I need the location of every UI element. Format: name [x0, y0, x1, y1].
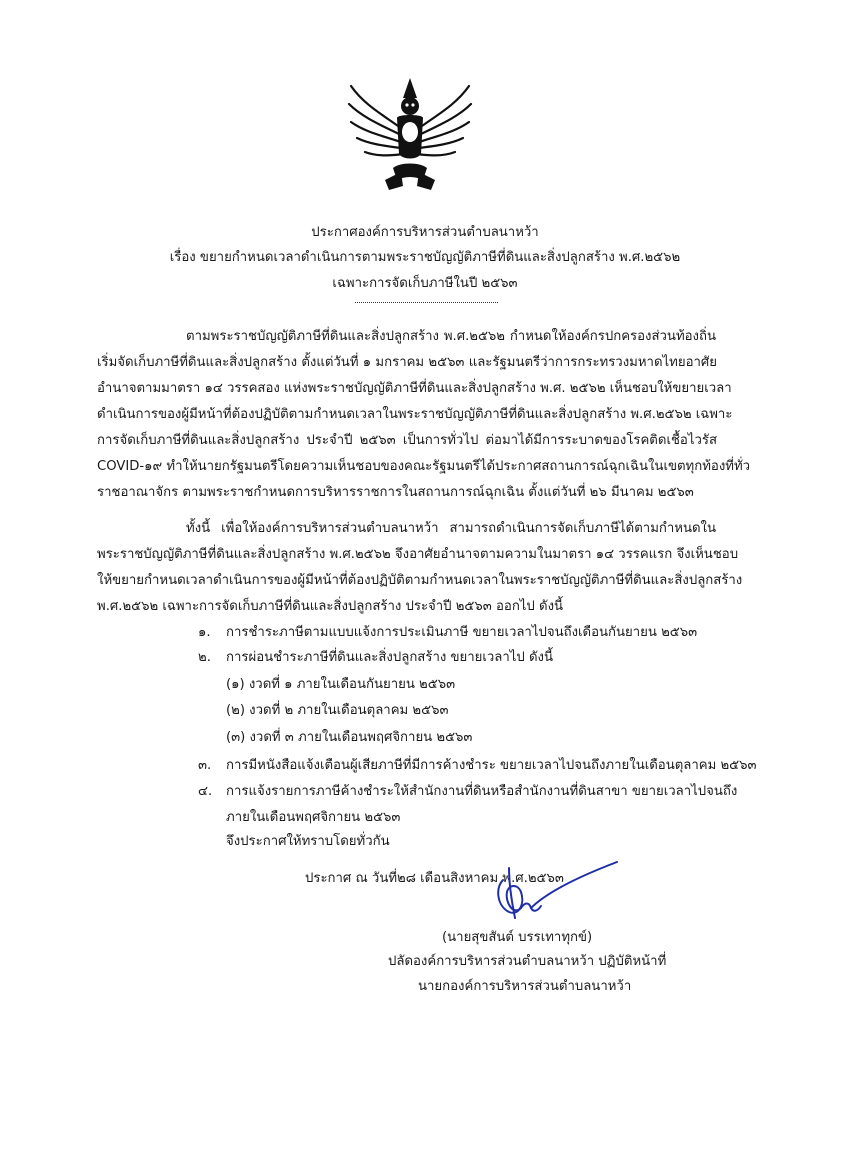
list-item-number: ๓. — [198, 758, 212, 773]
list-item-continuation: ภายในเดือนพฤศจิกายน ๒๕๖๓ — [226, 810, 401, 825]
paragraph-line: อำนาจตามมาตรา ๑๔ วรรคสอง แห่งพระราชบัญญัติภาษีที่ดินและสิ่งปลูกสร้าง พ.ศ. ๒๕๖๒ เห็นชอบให้ขยายเวลา — [97, 381, 732, 396]
signatory-position: ปลัดองค์การบริหารส่วนตำบลนาหว้า ปฏิบัติหน้าที่ — [388, 954, 667, 969]
paragraph-line: พระราชบัญญัติภาษีที่ดินและสิ่งปลูกสร้าง พ.ศ.๒๕๖๒ จึงอาศัยอำนาจตามความในมาตรา ๑๔ วรรคแรก จึงเห็นชอบ — [97, 547, 739, 562]
paragraph-line: COVID-๑๙ ทำให้นายกรัฐมนตรีโดยความเห็นชอบของคณะรัฐมนตรีได้ประกาศสถานการณ์ฉุกเฉินในเขตทุกท้องที่ทั่ว — [97, 459, 751, 474]
sub-item: (๓) งวดที่ ๓ ภายในเดือนพฤศจิกายน ๒๕๖๓ — [226, 730, 473, 745]
paragraph-line: เริ่มจัดเก็บภาษีที่ดินและสิ่งปลูกสร้าง ตั้งแต่วันที่ ๑ มกราคม ๒๕๖๓ และรัฐมนตรีว่าการกระทรวงมหาดไทยอาศัย — [97, 355, 717, 370]
closing-statement: จึงประกาศให้ทราบโดยทั่วกัน — [226, 834, 390, 849]
paragraph-line: ทั้งนี้ เพื่อให้องค์การบริหารส่วนตำบลนาหว้า สามารถดำเนินการจัดเก็บภาษีได้ตามกำหนดใน — [186, 521, 716, 536]
signatory-position: นายกองค์การบริหารส่วนตำบลนาหว้า — [418, 979, 632, 994]
announcement-subject: เรื่อง ขยายกำหนดเวลาดำเนินการตามพระราชบัญญัติภาษีที่ดินและสิ่งปลูกสร้าง พ.ศ.๒๕๖๒ — [169, 250, 681, 265]
sub-item: (๒) งวดที่ ๒ ภายในเดือนตุลาคม ๒๕๖๓ — [226, 703, 449, 718]
list-item: การชำระภาษีตามแบบแจ้งการประเมินภาษี ขยายเวลาไปจนถึงเดือนกันยายน ๒๕๖๓ — [226, 625, 698, 640]
sub-item: (๑) งวดที่ ๑ ภายในเดือนกันยายน ๒๕๖๓ — [226, 677, 456, 692]
announcement-title: ประกาศองค์การบริหารส่วนตำบลนาหว้า — [311, 225, 539, 240]
list-item: การผ่อนชำระภาษีที่ดินและสิ่งปลูกสร้าง ขยายเวลาไป ดังนี้ — [226, 650, 553, 665]
garuda-emblem-icon — [345, 76, 475, 196]
paragraph-line: ให้ขยายกำหนดเวลาดำเนินการของผู้มีหน้าที่ต้องปฏิบัติตามกำหนดเวลาในพระราชบัญญัติภาษีที่ดินและสิ่งปลูกสร้าง — [97, 573, 743, 588]
paragraph-line: ราชอาณาจักร ตามพระราชกำหนดการบริหารราชการในสถานการณ์ฉุกเฉิน ตั้งแต่วันที่ ๒๖ มีนาคม ๒๕๖๓ — [97, 485, 694, 500]
list-item-number: ๑. — [198, 625, 211, 640]
paragraph-line: การจัดเก็บภาษีที่ดินและสิ่งปลูกสร้าง ประจำปี ๒๕๖๓ เป็นการทั่วไป ต่อมาได้มีการระบาดของโรคติดเชื้อไวรัส — [97, 433, 717, 448]
paragraph-line: ดำเนินการของผู้มีหน้าที่ต้องปฏิบัติตามกำหนดเวลาในพระราชบัญญัติภาษีที่ดินและสิ่งปลูกสร้าง พ.ศ.๒๕๖๒ เฉพาะ — [97, 407, 733, 422]
signatory-name: (นายสุขสันต์ บรรเทาทุกข์) — [442, 930, 593, 945]
paragraph-line: ตามพระราชบัญญัติภาษีที่ดินและสิ่งปลูกสร้าง พ.ศ.๒๕๖๒ กำหนดให้องค์กรปกครองส่วนท้องถิ่น — [186, 329, 716, 344]
signature-icon — [485, 858, 620, 930]
list-item: การแจ้งรายการภาษีค้างชำระให้สำนักงานที่ดินหรือสำนักงานที่ดินสาขา ขยายเวลาไปจนถึง — [226, 784, 738, 799]
list-item-number: ๔. — [198, 784, 213, 799]
paragraph-line: พ.ศ.๒๕๖๒ เฉพาะการจัดเก็บภาษีที่ดินและสิ่งปลูกสร้าง ประจำปี ๒๕๖๓ ออกไป ดังนี้ — [97, 599, 564, 614]
announcement-subject-cont: เฉพาะการจัดเก็บภาษีในปี ๒๕๖๓ — [332, 276, 518, 291]
list-item: การมีหนังสือแจ้งเตือนผู้เสียภาษีที่มีการค้างชำระ ขยายเวลาไปจนถึงภายในเดือนตุลาคม ๒๕๖๓ — [226, 758, 757, 773]
list-item-number: ๒. — [198, 650, 211, 665]
header-divider — [355, 302, 498, 303]
announcement-date: ประกาศ ณ วันที่๒๘ เดือนสิงหาคม พ.ศ.๒๕๖๓ — [305, 871, 564, 886]
